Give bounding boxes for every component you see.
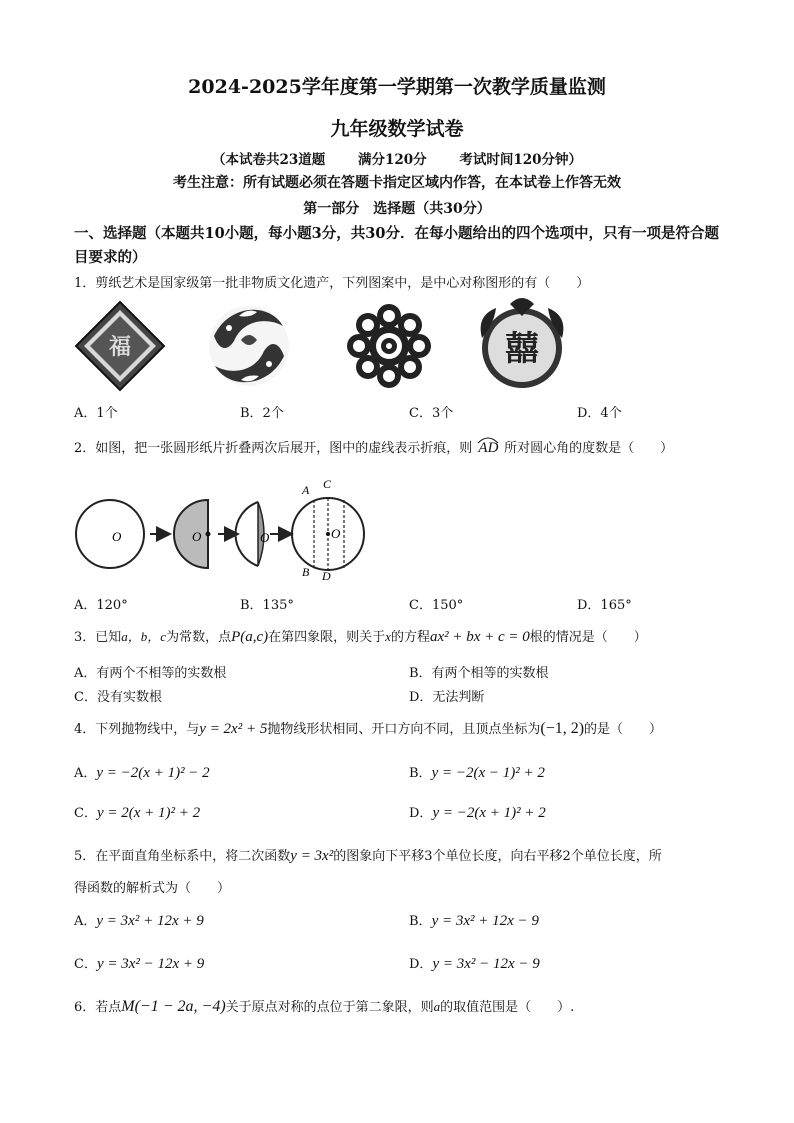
- question-4-option-d[interactable]: [409, 802, 546, 822]
- option-expression: y = 3x² + 12x + 9: [96, 913, 204, 929]
- question-3-text-e: 根的情况是（ ）: [529, 630, 647, 645]
- question-1-option-c[interactable]: C．3个: [409, 406, 454, 421]
- question-3-option-c[interactable]: C．没有实数根: [74, 690, 162, 705]
- arc-mark: [477, 436, 499, 444]
- option-label: D．: [409, 957, 433, 972]
- question-3-variable-x: x: [385, 629, 391, 644]
- question-4-text-a: 4．下列抛物线中，与: [74, 722, 200, 737]
- section-heading: 一、选择题（本题共10小题，每小题3分，共30分．在每小题给出的四个选项中，只有一项是符合题目要求的）: [74, 225, 719, 266]
- question-count: （本试卷共23道题: [211, 152, 326, 168]
- question-3-text-a: 3．已知: [74, 630, 122, 645]
- question-4-text-b: 抛物线形状相同、开口方向不同，且顶点坐标为: [267, 722, 541, 737]
- quarter-center-label: O: [260, 530, 270, 545]
- question-1-stem: 1．剪纸艺术是国家级第一批非物质文化遗产，下列图案中，是中心对称图形的有（ ）: [74, 276, 590, 291]
- question-5-function: y = 3x²: [290, 848, 334, 864]
- point-c-label: C: [323, 477, 332, 491]
- option-expression: y = 2(x + 1)² + 2: [96, 805, 201, 821]
- question-3-text-b: 为常数，点: [166, 630, 232, 645]
- exam-time: 考试时间120分钟）: [459, 152, 583, 168]
- question-3-text-d: 的方程: [390, 630, 430, 645]
- option-expression: y = −2(x + 1)² + 2: [432, 805, 546, 821]
- question-4-stem: [74, 718, 662, 738]
- question-4-function: y = 2x² + 5: [199, 721, 268, 737]
- question-1-option-b[interactable]: B．2个: [240, 406, 284, 421]
- option-label: A．: [74, 914, 97, 929]
- question-2-option-a[interactable]: A．120°: [74, 598, 128, 613]
- option-label: C．: [74, 806, 97, 821]
- question-3-point: P(a,c): [231, 629, 269, 645]
- question-2-stem: [74, 437, 673, 457]
- question-4-vertex: (−1, 2): [540, 720, 585, 737]
- fu-glyph: 福: [108, 334, 132, 359]
- question-5-text-a: 5．在平面直角坐标系中，将二次函数: [74, 849, 291, 864]
- paper-cut-fish-swirl: [209, 306, 289, 386]
- circle-center-label: O: [112, 529, 122, 544]
- question-2-text-b: 所对圆心角的度数是（ ）: [504, 441, 674, 456]
- question-1-option-a[interactable]: A．1个: [74, 406, 118, 421]
- question-2-option-b[interactable]: B．135°: [240, 598, 294, 613]
- arc-ad: [476, 440, 504, 456]
- question-6-text-a: 6．若点: [74, 1000, 122, 1015]
- question-2-figure: [74, 472, 374, 584]
- question-6-point: M(−1 − 2a, −4): [121, 998, 226, 1015]
- question-3-stem: [74, 626, 647, 646]
- question-3-text-c: 在第四象限，则关于: [268, 630, 386, 645]
- question-4-option-b[interactable]: [409, 762, 545, 782]
- question-6-text-c: 的取值范围是（ ）.: [440, 1000, 575, 1015]
- question-1-option-d[interactable]: D．4个: [577, 406, 622, 421]
- option-label: B．: [409, 766, 432, 781]
- question-5-stem: [74, 845, 662, 865]
- point-b-label: B: [302, 565, 310, 579]
- question-3-option-d[interactable]: D．无法判断: [409, 690, 485, 705]
- question-4-text-c: 的是（ ）: [584, 722, 663, 737]
- paper-cut-diamond-fu: [76, 302, 164, 390]
- full-score: 满分120分: [357, 152, 427, 168]
- candidate-notice: 考生注意：所有试题必须在答题卡指定区域内作答，在本试卷上作答无效: [173, 175, 621, 191]
- option-expression: y = −2(x − 1)² + 2: [431, 765, 545, 781]
- final-center-label: O: [331, 526, 341, 541]
- double-happiness-glyph: 囍: [505, 331, 539, 368]
- half-circle-center-label: O: [192, 529, 202, 544]
- question-6-variable-a: a: [433, 999, 441, 1014]
- option-expression: y = −2(x + 1)² − 2: [96, 765, 210, 781]
- question-6-stem: [74, 996, 574, 1016]
- exam-title: 2024-2025学年度第一学期第一次教学质量监测: [188, 76, 606, 98]
- option-label: D．: [409, 806, 433, 821]
- question-5-option-b[interactable]: [409, 910, 539, 930]
- point-a-label: A: [302, 483, 310, 497]
- question-2-text-a: 2．如图，把一张圆形纸片折叠两次后展开，图中的虚线表示折痕，则: [74, 441, 473, 456]
- question-3-equation: ax² + bx + c = 0: [429, 629, 530, 645]
- option-label: C．: [74, 957, 97, 972]
- paper-cut-double-happiness: [481, 298, 564, 388]
- option-expression: y = 3x² + 12x − 9: [431, 913, 539, 929]
- question-5-option-c[interactable]: [74, 953, 204, 973]
- paper-cut-flower: [347, 304, 431, 388]
- question-5-stem-line2: 得函数的解析式为（ ）: [74, 881, 231, 896]
- exam-subtitle: 九年级数学试卷: [330, 118, 464, 140]
- question-5-option-d[interactable]: [409, 953, 540, 973]
- question-5-text-b: 的图象向下平移3个单位长度，向右平移2个单位长度，所: [333, 849, 662, 864]
- part-heading: 第一部分 选择题（共30分）: [303, 201, 491, 217]
- question-4-option-c[interactable]: [74, 802, 200, 822]
- option-label: B．: [409, 914, 432, 929]
- question-2-option-c[interactable]: C．150°: [409, 598, 464, 613]
- question-3-constants: a，b，c: [121, 629, 167, 644]
- question-3-option-b[interactable]: B．有两个相等的实数根: [409, 666, 549, 681]
- question-1-figures: [74, 298, 614, 396]
- point-d-label: D: [322, 569, 331, 583]
- arc-label: AD: [478, 440, 499, 456]
- question-5-option-a[interactable]: [74, 910, 204, 930]
- question-6-text-b: 关于原点对称的点位于第二象限，则: [225, 1000, 434, 1015]
- question-2-option-d[interactable]: D．165°: [577, 598, 632, 613]
- option-label: A．: [74, 766, 97, 781]
- option-expression: y = 3x² − 12x + 9: [96, 956, 205, 972]
- question-4-option-a[interactable]: [74, 762, 210, 782]
- option-expression: y = 3x² − 12x − 9: [432, 956, 540, 972]
- question-3-option-a[interactable]: A．有两个不相等的实数根: [74, 666, 227, 681]
- exam-info: [0, 148, 794, 168]
